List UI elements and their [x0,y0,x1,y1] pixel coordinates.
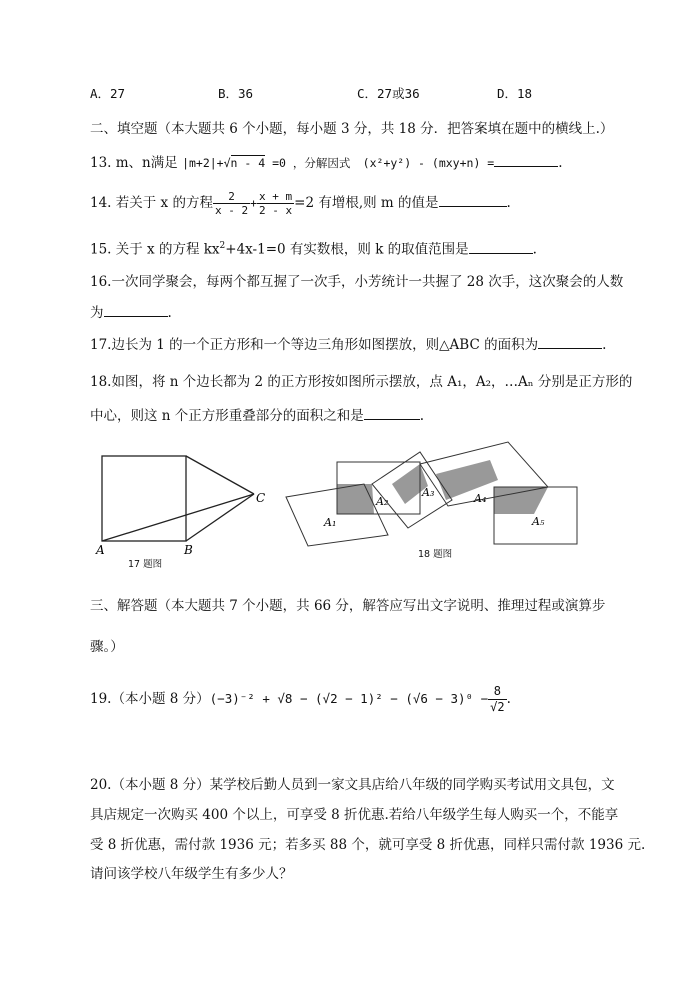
q15-mid: +4x-1=0 有实数根，则 k 的取值范围是 [225,241,469,258]
label-b: B [184,543,193,557]
option-b: B．36 [218,86,254,101]
q15-sup: 2 [219,241,226,251]
question-19: 19.（本小题 8 分）(−3)⁻² + √8 − (√2 − 1)² − (√6 − 3)⁰ − $\frac{8}{√2}$ . [90,684,511,714]
option-a: A．27 [90,86,126,101]
section3-heading-line2: 骤。） [90,639,124,655]
q15-prefix: 15. 关于 x 的方程 kx [90,241,220,258]
q13-expr: (x²+y²) - (mxy+n) = [362,156,495,170]
question-20-line2: 具店规定一次购买 400 个以上，可享受 8 折优惠.若给八年级学生每人购买一个，不能享 [90,807,619,823]
label-a3: A₃ [422,486,435,499]
q18-answer-blank [364,406,420,420]
q13-end: . [558,155,563,171]
q13-sqrt: √n - 4 [223,156,266,170]
q19-expr: (−3)⁻² + √8 − (√2 − 1)² − (√6 − 3)⁰ − [209,691,489,706]
q19-fraction: $\frac{8}{√2}$ [490,684,505,714]
q19-prefix: 19.（本小题 8 分） [90,691,210,707]
q14-answer-blank [439,193,507,207]
question-17: 17.边长为 1 的一个正方形和一个等边三角形如图摆放，则△ABC 的面积为 . [90,337,607,353]
q14-mid: =2 有增根,则 m 的值是 [294,195,439,211]
q13-prefix: 13. m、n满足 [90,155,178,171]
q14-end: . [506,195,511,211]
q14-prefix: 14. 若关于 x 的方程 [90,195,213,211]
question-20-line1: 20.（本小题 8 分）某学校后勤人员到一家文具店给八年级的同学购买考试用文具包，文 [90,777,615,793]
q14-fraction-2: $\frac{x + m}{2 - x}$ [259,190,293,217]
question-20-line3: 受 8 折优惠，需付款 1936 元；若多买 88 个，就可享受 8 折优惠，同样只需付款 1936 元. [90,837,646,853]
option-d: D．18 [497,86,533,101]
q16-answer-blank [104,303,168,317]
label-c: C [256,491,266,505]
q13-abs: |m+2|+ [182,156,224,170]
question-13 [90,153,563,172]
question-18-line2: 中心，则这 n 个正方形重叠部分的面积之和是 . [90,408,425,424]
label-a1: A₁ [324,516,337,529]
q14-fraction-1: $\frac{2}{x - 2}$ [214,190,249,217]
question-20-line4: 请问该学校八年级学生有多少人？ [90,866,293,882]
question-16-line1: 16.一次同学聚会，每两个都互握了一次手，小芳统计一共握了 28 次手，这次聚会的人数 [90,274,624,290]
option-c: C．27或36 [357,86,420,101]
question-14: 14. 若关于 x 的方程 $\frac{2}{x - 2}$ + $\frac{x + m}{2 - x}$ =2 有增根,则 m 的值是 . [90,190,511,217]
label-a5: A₅ [532,515,545,528]
q15-answer-blank [469,240,533,254]
figure-17 [90,450,280,560]
section3-heading-line1: 三、解答题（本大题共 7 个小题，共 66 分，解答应写出文字说明、推理过程或演算步 [90,598,606,614]
q13-answer-blank [494,153,558,167]
q13-eq0: =0 ，分解因式 [265,156,351,170]
label-a: A [96,543,105,557]
question-16-line2: 为 . [90,305,172,321]
figure-18-caption: 18 题图 [418,549,453,560]
q15-end: . [532,241,537,258]
figure-18 [280,440,590,555]
label-a2: A₂ [376,495,389,508]
label-a4: A₄ [474,492,487,505]
section2-heading: 二、填空题（本大题共 6 个小题，每小题 3 分，共 18 分．把答案填在题中的横线上.） [90,121,614,137]
question-18-line1: 18.如图，将 n 个边长都为 2 的正方形按如图所示摆放，点 A₁，A₂，…Aₙ 分别是正方形的 [90,374,633,390]
figure-17-caption: 17 题图 [128,559,163,570]
q17-answer-blank [538,335,602,349]
question-15 [90,237,537,259]
